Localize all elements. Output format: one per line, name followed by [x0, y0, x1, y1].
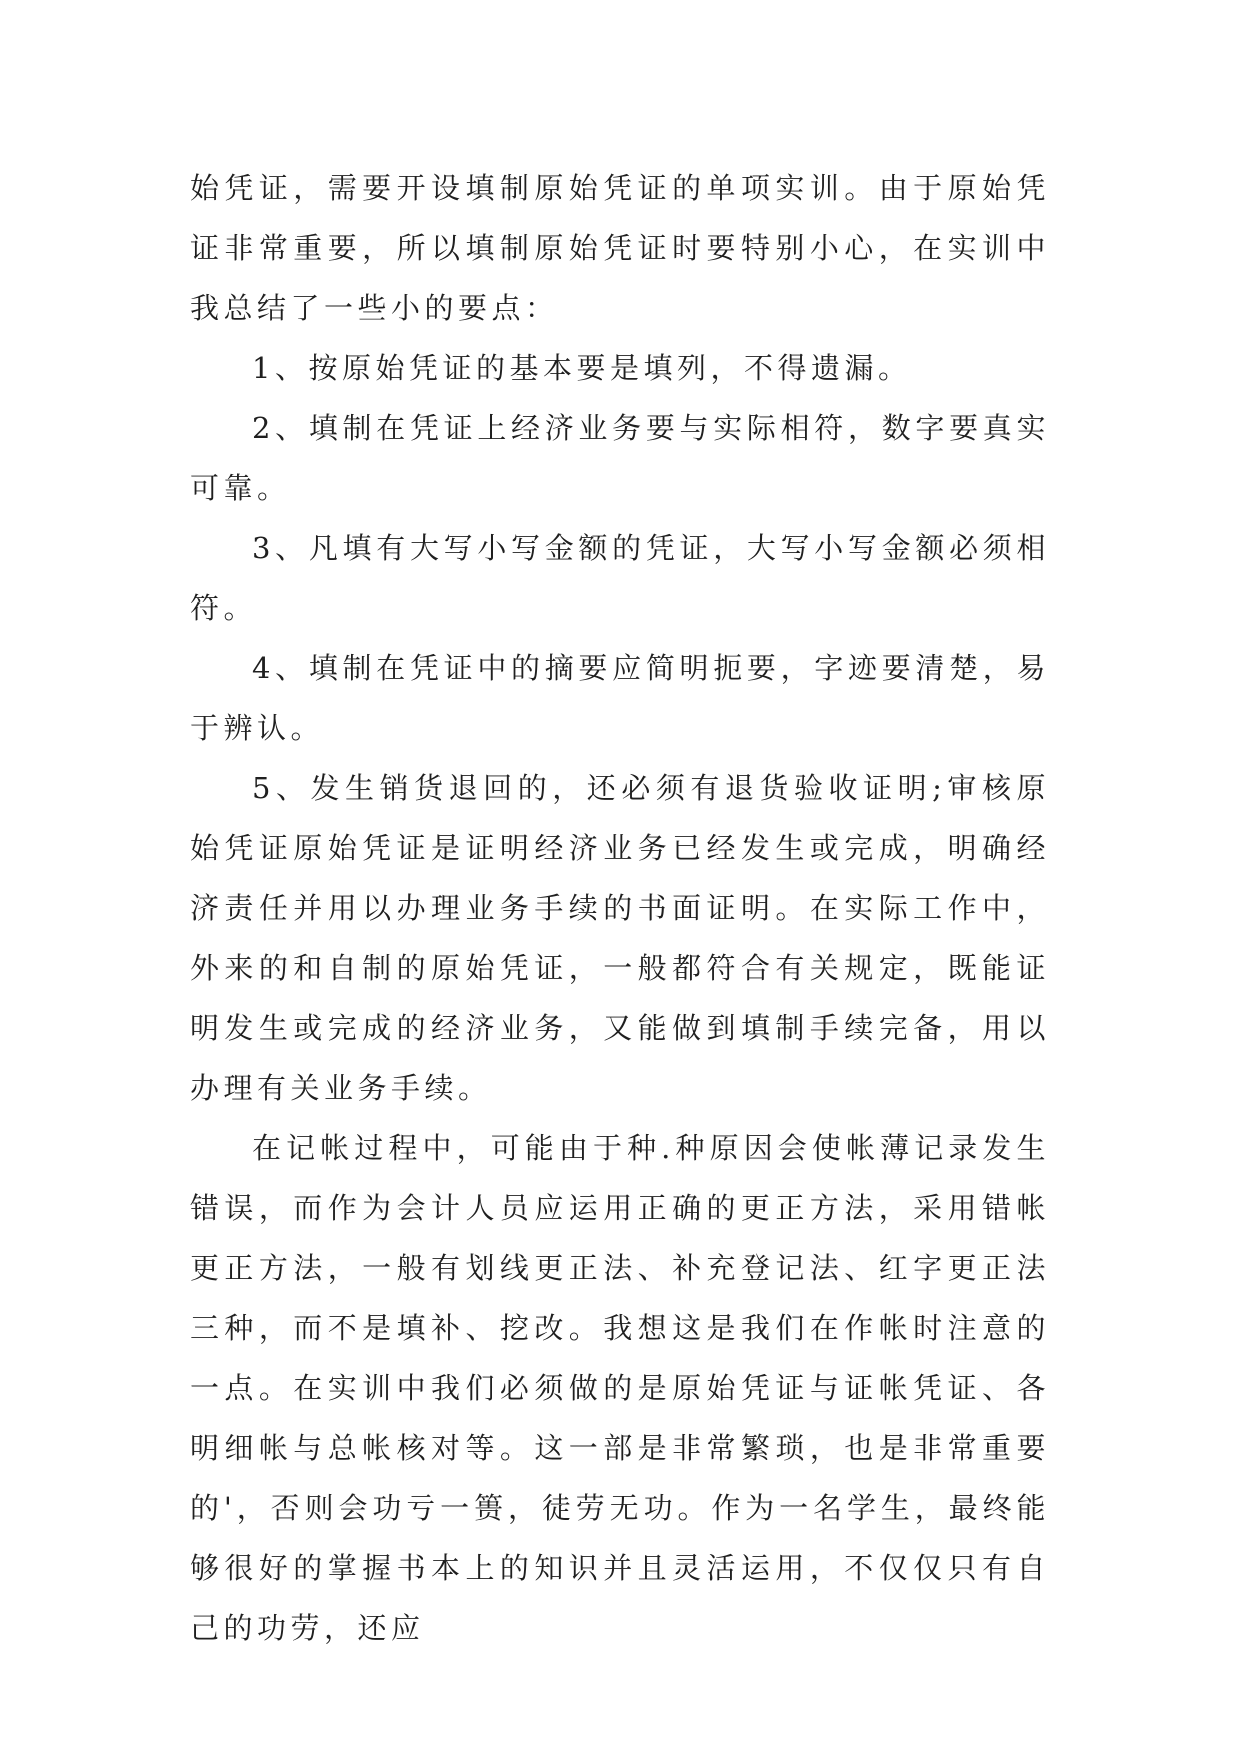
- paragraph-continuation: 始凭证，需要开设填制原始凭证的单项实训。由于原始凭证非常重要，所以填制原始凭证时要特别小心，在实训中我总结了一些小的要点：: [190, 171, 1050, 325]
- paragraph-point-4: 4、填制在凭证中的摘要应简明扼要，字迹要清楚，易于辨认。: [190, 651, 1050, 745]
- paragraph-point-2: 2、填制在凭证上经济业务要与实际相符，数字要真实可靠。: [190, 411, 1050, 505]
- document-body: [190, 158, 1050, 1658]
- paragraph-point-1: 1、按原始凭证的基本要是填列，不得遗漏。: [252, 351, 912, 385]
- paragraph-point-5: 5、发生销货退回的，还必须有退货验收证明;审核原始凭证原始凭证是证明经济业务已经发生或完成，明确经济责任并用以办理业务手续的书面证明。在实际工作中，外来的和自制的原始凭证，一般都符合有关规定，既能证明发生或完成的经济业务，又能做到填制手续完备，用以办理有关业务手续。: [190, 771, 1050, 1105]
- paragraph-point-3: 3、凡填有大写小写金额的凭证，大写小写金额必须相符。: [190, 531, 1050, 625]
- paragraph-bookkeeping: 在记帐过程中，可能由于种.种原因会使帐薄记录发生错误，而作为会计人员应运用正确的更正方法，采用错帐更正方法，一般有划线更正法、补充登记法、红字更正法三种，而不是填补、挖改。我想这是我们在作帐时注意的一点。在实训中我们必须做的是原始凭证与证帐凭证、各明细帐与总帐核对等。这一部是非常繁琐，也是非常重要的'，否则会功亏一篑，徒劳无功。作为一名学生，最终能够很好的掌握书本上的知识并且灵活运用，不仅仅只有自己的功劳，还应: [190, 1131, 1050, 1645]
